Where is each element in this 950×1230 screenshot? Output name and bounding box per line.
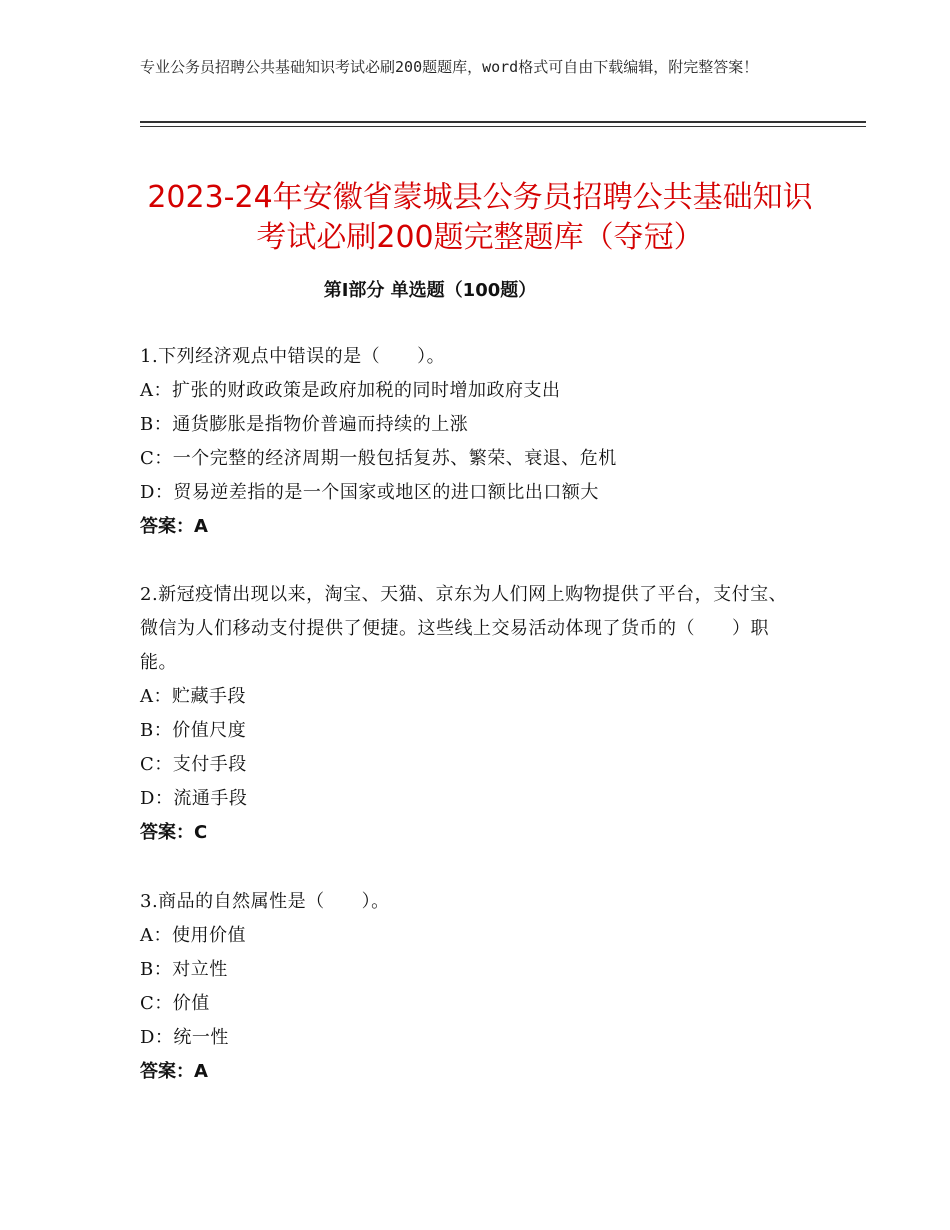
option-c: C：价值	[140, 993, 210, 1014]
answer: 答案：C	[140, 822, 208, 843]
header-divider-thin	[140, 126, 866, 127]
answer: 答案：A	[140, 516, 208, 537]
question-3	[140, 885, 800, 1089]
question-1	[140, 340, 800, 544]
option-a: A：使用价值	[140, 925, 246, 946]
header-note: 专业公务员招聘公共基础知识考试必刷200题题库，word格式可自由下载编辑，附完整答案！	[140, 58, 759, 76]
option-d: D：贸易逆差指的是一个国家或地区的进口额比出口额大	[140, 482, 599, 503]
option-b: B：通货膨胀是指物价普遍而持续的上涨	[140, 414, 469, 435]
question-stem: 1.下列经济观点中错误的是（ ）。	[140, 346, 446, 367]
option-a: A：扩张的财政政策是政府加税的同时增加政府支出	[140, 380, 561, 401]
option-c: C：一个完整的经济周期一般包括复苏、繁荣、衰退、危机	[140, 448, 617, 469]
section-title: 第Ⅰ部分 单选题（100题）	[323, 280, 537, 301]
option-c: C：支付手段	[140, 754, 247, 775]
option-b: B：对立性	[140, 959, 228, 980]
question-stem: 3.商品的自然属性是（ ）。	[140, 891, 390, 912]
option-d: D：流通手段	[140, 788, 248, 809]
question-2	[140, 578, 800, 850]
option-d: D：统一性	[140, 1027, 229, 1048]
document-title: 2023-24年安徽省蒙城县公务员招聘公共基础知识考试必刷200题完整题库（夺冠）	[147, 180, 813, 256]
option-b: B：价值尺度	[140, 720, 247, 741]
question-stem: 2.新冠疫情出现以来，淘宝、天猫、京东为人们网上购物提供了平台，支付宝、微信为人们移动支付提供了便捷。这些线上交易活动体现了货币的（ ）职能。	[140, 584, 788, 673]
answer: 答案：A	[140, 1061, 208, 1082]
option-a: A：贮藏手段	[140, 686, 246, 707]
header-divider-thick	[140, 121, 866, 123]
